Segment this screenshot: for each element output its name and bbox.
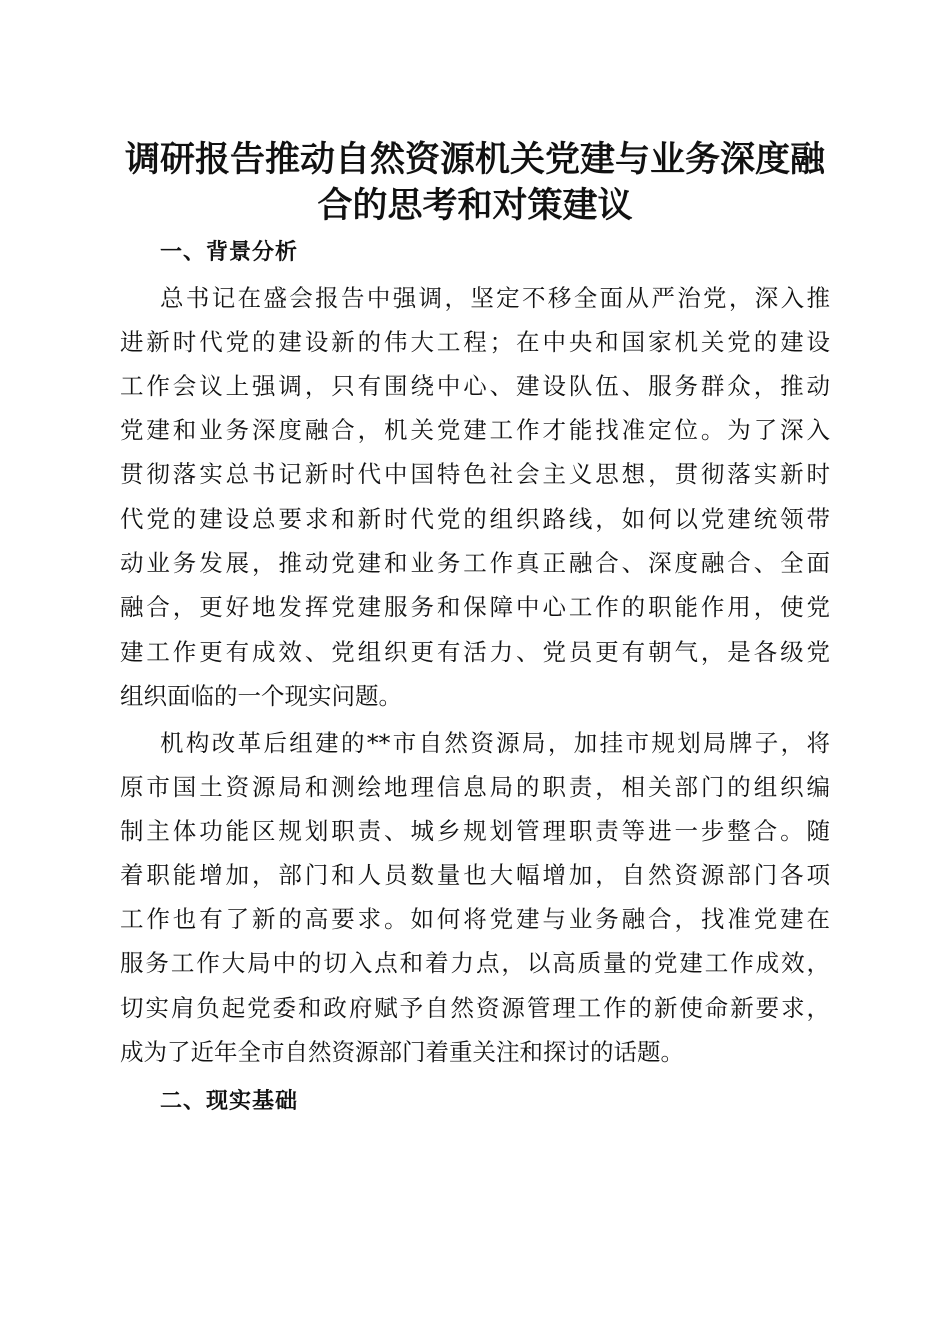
- paragraph-2-line-5: 工作也有了新的高要求。如何将党建与业务融合，找准党建在: [120, 905, 830, 933]
- section-heading-background: 一、背景分析: [160, 240, 299, 265]
- paragraph-1-line-8: 融合，更好地发挥党建服务和保障中心工作的职能作用，使党: [120, 593, 830, 621]
- paragraph-1-line-9: 建工作更有成效、党组织更有活力、党员更有朝气，是各级党: [120, 638, 830, 666]
- paragraph-1-line-10: 组织面临的一个现实问题。: [120, 682, 402, 710]
- paragraph-2-line-2: 原市国土资源局和测绘地理信息局的职责，相关部门的组织编: [120, 773, 830, 801]
- document-title-line-2: 合的思考和对策建议: [317, 185, 633, 226]
- paragraph-2-line-3: 制主体功能区规划职责、城乡规划管理职责等进一步整合。随: [120, 817, 830, 845]
- paragraph-1-line-7: 动业务发展，推动党建和业务工作真正融合、深度融合、全面: [120, 549, 830, 577]
- paragraph-2-line-7: 切实肩负起党委和政府赋予自然资源管理工作的新使命新要求，: [120, 994, 830, 1022]
- paragraph-1-line-4: 党建和业务深度融合，机关党建工作才能找准定位。为了深入: [120, 416, 830, 444]
- paragraph-1-line-2: 进新时代党的建设新的伟大工程；在中央和国家机关党的建设: [120, 328, 830, 356]
- document-title-line-1: 调研报告推动自然资源机关党建与业务深度融: [124, 139, 825, 180]
- paragraph-2-line-6: 服务工作大局中的切入点和着力点，以高质量的党建工作成效，: [120, 949, 830, 977]
- paragraph-2-line-8: 成为了近年全市自然资源部门着重关注和探讨的话题。: [120, 1038, 684, 1066]
- section-heading-practical-basis: 二、现实基础: [160, 1089, 299, 1114]
- paragraph-1-line-1: 总书记在盛会报告中强调，坚定不移全面从严治党，深入推: [160, 284, 830, 312]
- paragraph-2-line-4: 着职能增加，部门和人员数量也大幅增加，自然资源部门各项: [120, 861, 830, 889]
- paragraph-1-line-6: 代党的建设总要求和新时代党的组织路线，如何以党建统领带: [120, 505, 830, 533]
- paragraph-2-line-1: 机构改革后组建的**市自然资源局，加挂市规划局牌子，将: [160, 729, 830, 757]
- paragraph-1-line-5: 贯彻落实总书记新时代中国特色社会主义思想，贯彻落实新时: [120, 460, 830, 488]
- paragraph-1-line-3: 工作会议上强调，只有围绕中心、建设队伍、服务群众，推动: [120, 372, 830, 400]
